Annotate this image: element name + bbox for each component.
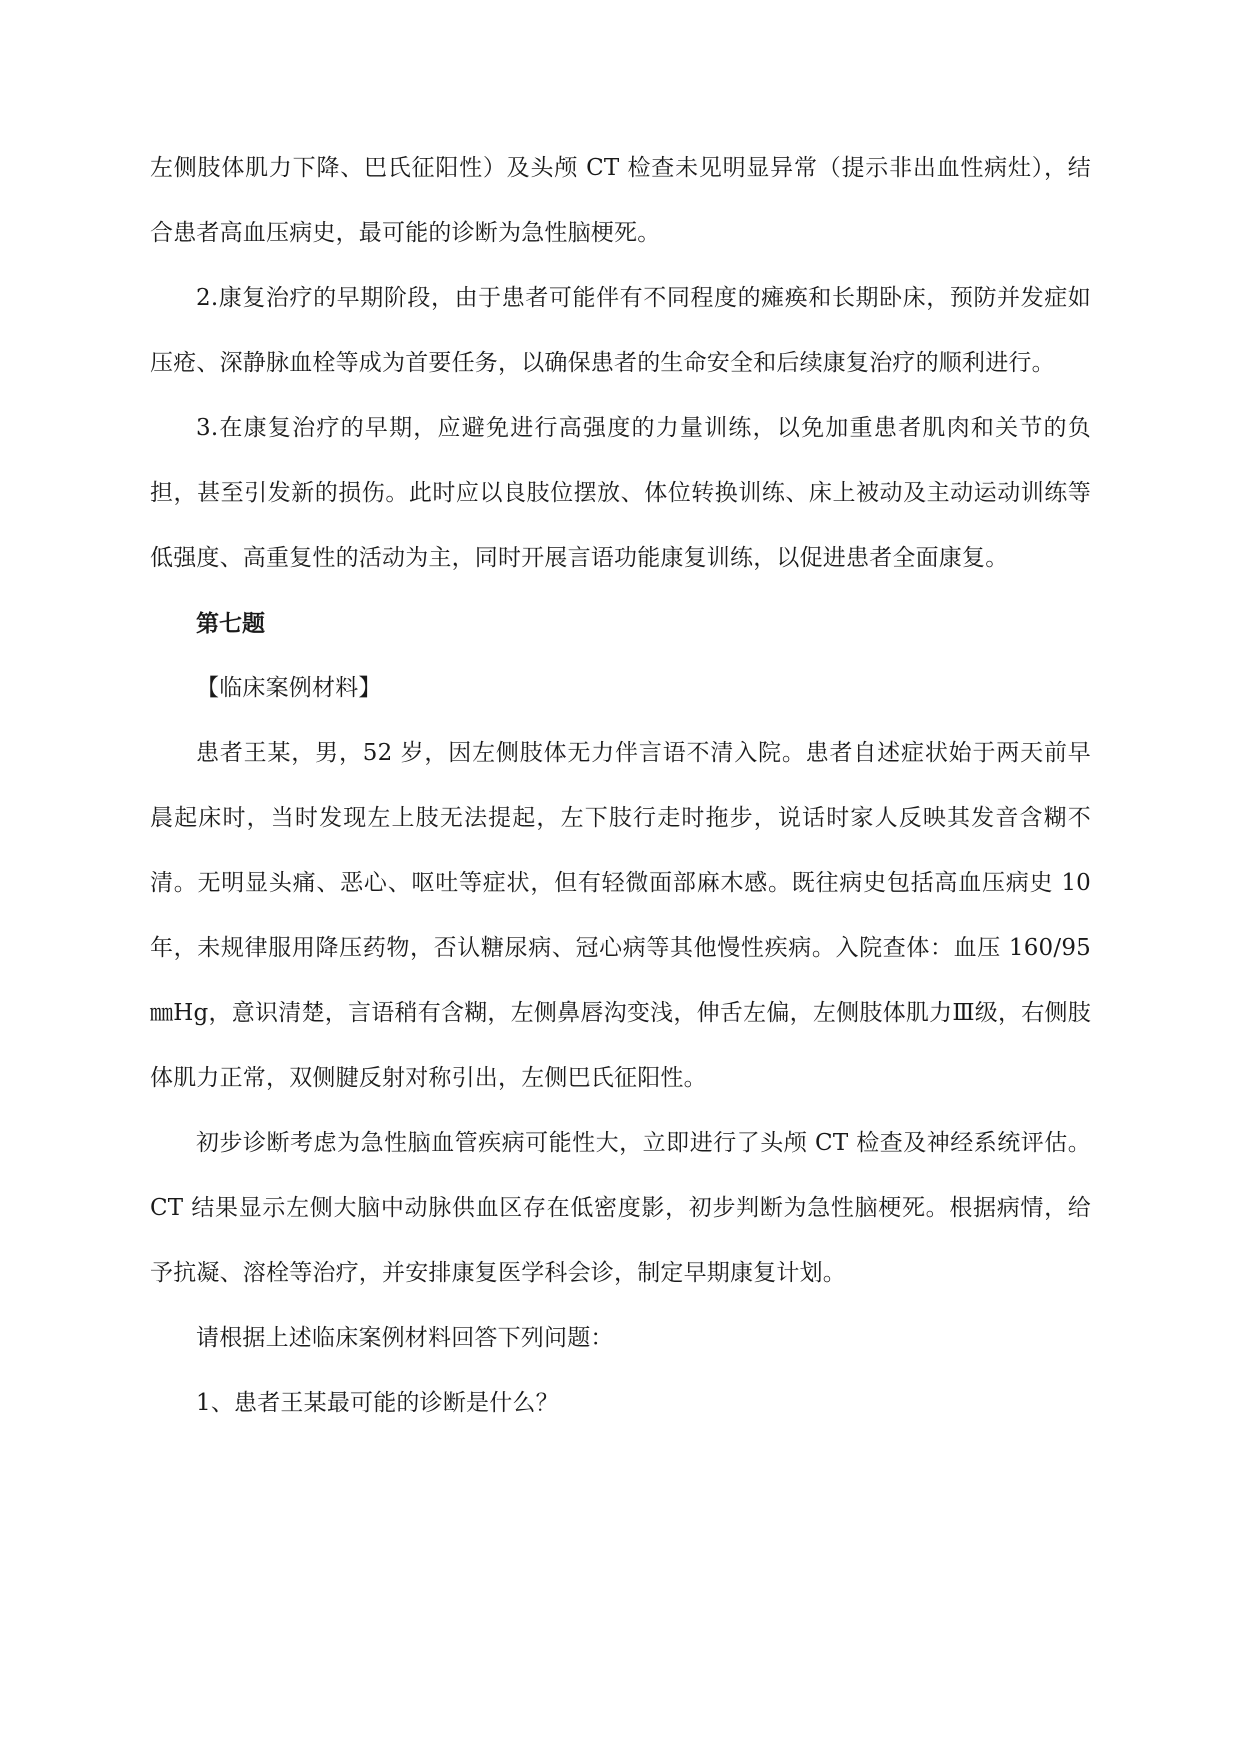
paragraph-initial-diagnosis: 初步诊断考虑为急性脑血管疾病可能性大，立即进行了头颅 CT 检查及神经系统评估。CT 结果显示左侧大脑中动脉供血区存在低密度影，初步判断为急性脑梗死。根据病情，给予抗凝、溶栓等治疗，并安排康复医学科会诊，制定早期康复计划。 [150,1130,1091,1286]
section-heading: 第七题 [196,610,265,637]
paragraph-diagnosis-conclusion: 左侧肢体肌力下降、巴氏征阳性）及头颅 CT 检查未见明显异常（提示非出血性病灶），结合患者高血压病史，最可能的诊断为急性脑梗死。 [150,155,1091,246]
paragraph-answer-3: 3.在康复治疗的早期，应避免进行高强度的力量训练，以免加重患者肌肉和关节的负担，甚至引发新的损伤。此时应以良肢位摆放、体位转换训练、床上被动及主动运动训练等低强度、高重复性的活动为主，同时开展言语功能康复训练，以促进患者全面康复。 [150,415,1091,571]
paragraph-case-description: 患者王某，男，52 岁，因左侧肢体无力伴言语不清入院。患者自述症状始于两天前早晨起床时，当时发现左上肢无法提起，左下肢行走时拖步，说话时家人反映其发音含糊不清。无明显头痛、恶心、呕吐等症状，但有轻微面部麻木感。既往病史包括高血压病史 10 年，未规律服用降压药物，否认糖尿病、冠心病等其他慢性疾病。入院查体：血压 160/95㎜Hg，意识清楚，言语稍有含糊，左侧鼻唇沟变浅，伸舌左偏，左侧肢体肌力Ⅲ级，右侧肢体肌力正常，双侧腱反射对称引出，左侧巴氏征阳性。 [150,740,1091,1091]
paragraph-instruction: 请根据上述临床案例材料回答下列问题： [196,1325,614,1351]
case-material-label: 【临床案例材料】 [196,675,382,701]
question-1: 1、患者王某最可能的诊断是什么？ [196,1390,559,1416]
paragraph-answer-2: 2.康复治疗的早期阶段，由于患者可能伴有不同程度的瘫痪和长期卧床，预防并发症如压疮、深静脉血栓等成为首要任务，以确保患者的生命安全和后续康复治疗的顺利进行。 [150,285,1091,376]
